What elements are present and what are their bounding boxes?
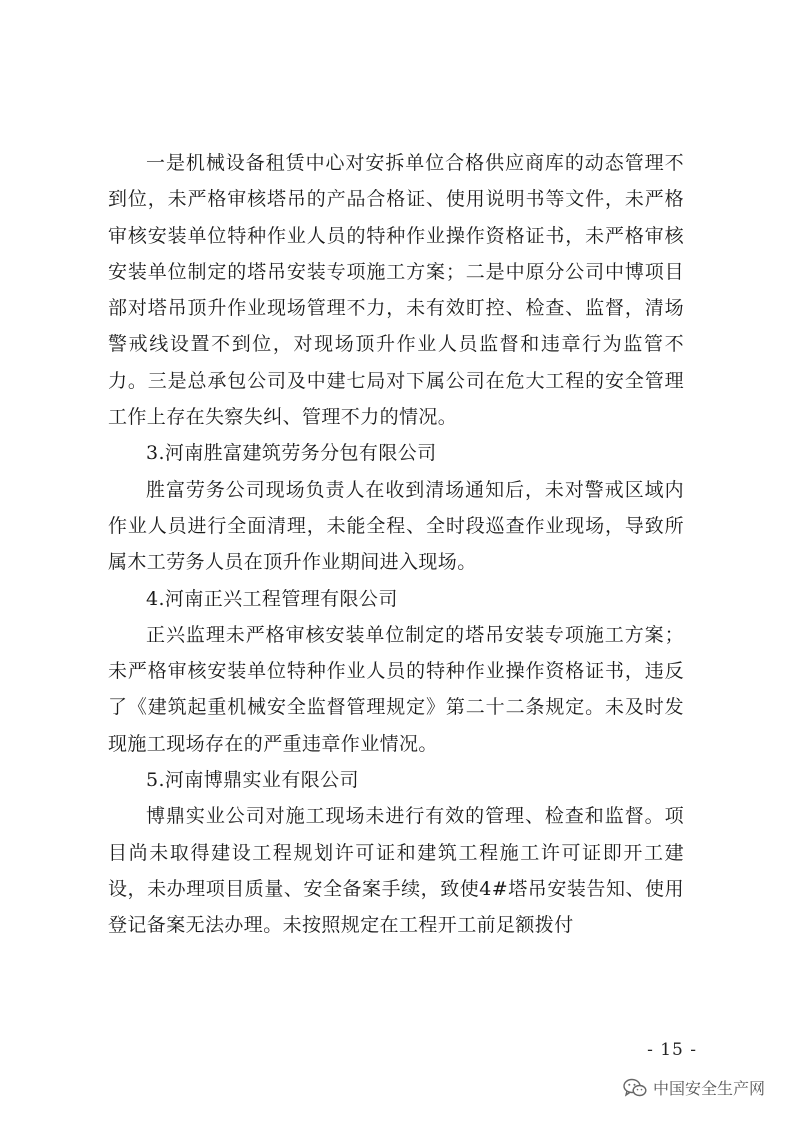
paragraph-findings: 一是机械设备租赁中心对安拆单位合格供应商库的动态管理不到位，未严格审核塔吊的产品合格证、使用说明书等文件，未严格审核安装单位特种作业人员的特种作业操作资格证书，未严格审核安装单位制定的塔吊安装专项施工方案；二是中原分公司中博项目部对塔吊顶升作业现场管理不力，未有效盯控、检查、监督，清场警戒线设置不到位，对现场顶升作业人员监督和违章行为监管不力。三是总承包公司及中建七局对下属公司在危大工程的安全管理工作上存在失察失纠、管理不力的情况。	[108, 152, 684, 429]
paragraph-boding: 博鼎实业公司对施工现场未进行有效的管理、检查和监督。项目尚未取得建设工程规划许可证和建筑工程施工许可证即开工建设，未办理项目质量、安全备案手续，致使4#塔吊安装告知、使用登记备案无法办理。未按照规定在工程开工前足额拨付	[108, 805, 684, 937]
section-heading-shengfu: 3.河南胜富建筑劳务分包有限公司	[146, 442, 437, 465]
page-number: - 15 -	[647, 1040, 697, 1060]
paragraph-shengfu: 胜富劳务公司现场负责人在收到清场通知后，未对警戒区域内作业人员进行全面清理，未能全程、全时段巡查作业现场，导致所属木工劳务人员在顶升作业期间进入现场。	[108, 478, 684, 574]
section-heading-boding: 5.河南博鼎实业有限公司	[146, 769, 359, 792]
watermark	[623, 1076, 765, 1099]
paragraph-zhengxing: 正兴监理未严格审核安装单位制定的塔吊安装专项施工方案；未严格审核安装单位特种作业人员的特种作业操作资格证书，违反了《建筑起重机械安全监督管理规定》第二十二条规定。未及时发现施工现场存在的严重违章作业情况。	[108, 623, 684, 755]
document-body	[108, 145, 684, 944]
section-heading-zhengxing: 4.河南正兴工程管理有限公司	[146, 587, 398, 610]
watermark-text: 中国安全生产网	[652, 1079, 765, 1098]
wechat-icon	[623, 1078, 647, 1098]
